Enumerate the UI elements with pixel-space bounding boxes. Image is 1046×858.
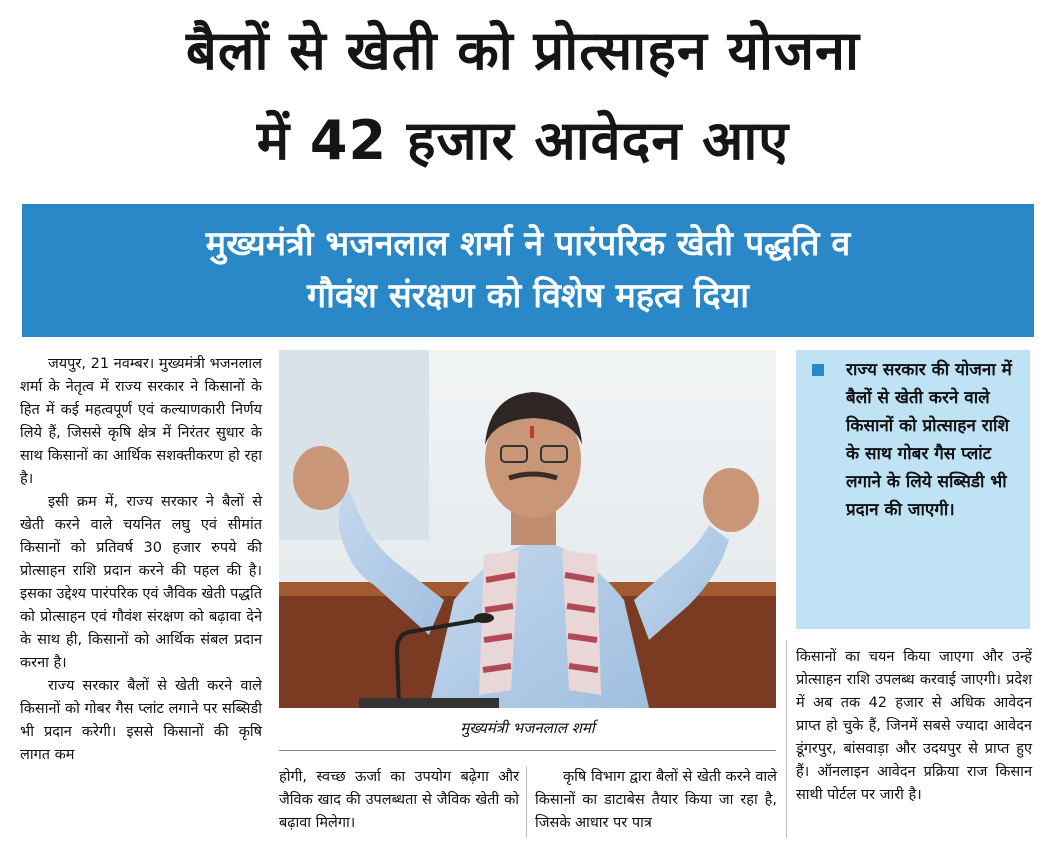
article-paragraph-3: राज्य सरकार बैलों से खेती करने वाले किसानों को गोबर गैस प्लांट लगाने पर सब्सिडी भी प्रदान करेगी। इससे किसानों की कृषि लागत कम <box>20 678 262 763</box>
highlight-text: राज्य सरकार की योजना में बैलों से खेती करने वाले किसानों को प्रोत्साहन राशि के साथ गोबर गैस प्लांट लगाने के लिये सब्सिडी भी प्रदान की जाएगी। <box>846 360 1012 520</box>
highlight-box <box>796 350 1030 629</box>
article-paragraph-2: इसी क्रम में, राज्य सरकार ने बैलों से खेती करने वाले चयनित लघु एवं सीमांत किसानों को प्रतिवर्ष 30 हजार रुपये की प्रोत्साहन राशि प्रदान करने की पहल की है। इसका उद्देश्य पारंपरिक एवं जैविक खेती पद्धति को प्रोत्साहन एवं गौवंश संरक्षण को बढ़ावा देने के साथ ही, किसानों को आर्थिक संबल प्रदान करना है। <box>20 494 262 671</box>
column-divider <box>526 766 527 838</box>
chief-minister-photo <box>279 350 776 708</box>
photo-illustration <box>279 350 776 708</box>
caption-divider <box>279 750 776 751</box>
photo-caption: मुख्यमंत्री भजनलाल शर्मा <box>460 719 595 737</box>
article-column-3 <box>535 766 777 835</box>
article-column-2-text: होगी, स्वच्छ ऊर्जा का उपयोग बढ़ेगा और जैविक खाद की उपलब्धता से जैविक खेती को बढ़ावा मिलेगा। <box>279 769 519 831</box>
headline-line-2: में 42 हजार आवेदन आए <box>256 109 790 172</box>
article-column-3-text: कृषि विभाग द्वारा बैलों से खेती करने वाले किसानों का डाटाबेस तैयार किया जा रहा है, जिसके आधार पर पात्र <box>535 769 777 831</box>
article-column-2 <box>279 766 519 835</box>
banner-line-2: गौवंश संरक्षण को विशेष महत्व दिया <box>306 276 750 316</box>
headline <box>20 6 1026 186</box>
subheadline-banner <box>22 204 1034 337</box>
article-column-4 <box>796 646 1032 807</box>
headline-line-1: बैलों से खेती को प्रोत्साहन योजना <box>186 19 860 82</box>
banner-line-1: मुख्यमंत्री भजनलाल शर्मा ने पारंपरिक खेती पद्धति व <box>205 224 851 264</box>
article-column-1 <box>20 353 262 767</box>
article-paragraph-1: जयपुर, 21 नवम्बर। मुख्यमंत्री भजनलाल शर्मा के नेतृत्व में राज्य सरकार ने किसानों के हित में कई महत्वपूर्ण एवं कल्याणकारी निर्णय लिये हैं, जिससे कृषि क्षेत्र में निरंतर सुधार के साथ किसानों का आर्थिक सशक्तीकरण हो रहा है। <box>20 356 262 487</box>
article-column-4-text: किसानों का चयन किया जाएगा और उन्हें प्रोत्साहन राशि उपलब्ध करवाई जाएगी। प्रदेश में अब तक 42 हजार से अधिक आवेदन प्राप्त हो चुके हैं, जिनमें सबसे ज्यादा आवेदन डूंगरपुर, बांसवाड़ा और उदयपुर से प्राप्त हुए हैं। ऑनलाइन आवेदन प्रक्रिया राज किसान साथी पोर्टल पर जारी है। <box>796 649 1032 803</box>
column-divider <box>786 640 787 838</box>
square-bullet-icon <box>812 364 824 376</box>
